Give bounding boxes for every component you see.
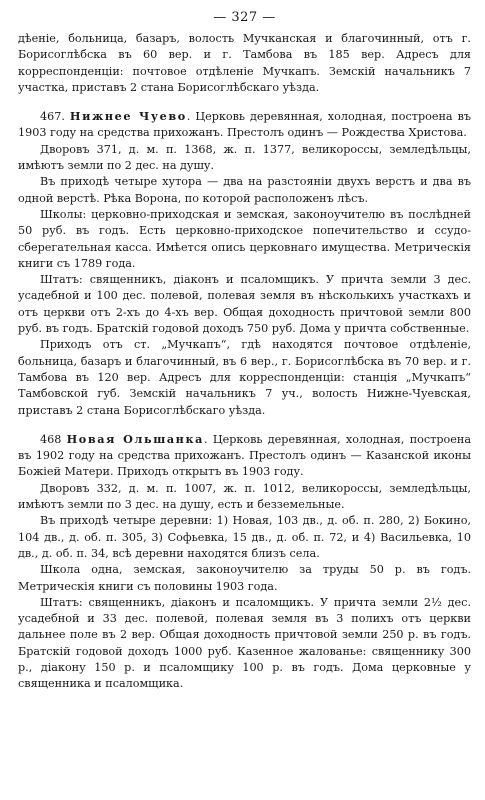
entry-468-heading-paragraph (18, 431, 471, 481)
entry-468-households: Дворовъ 332, д. м. п. 1007, ж. п. 1012, великороссы, земледѣльцы, имѣютъ земли по 3 дес. на душу, есть и безземельные. (18, 481, 471, 512)
entry-467-parish-location: Приходъ отъ ст. „Мучкапъ“, гдѣ находятся почтовое отдѣленіе, больница, базаръ и благочинный, въ 6 вер., г. Борисоглѣбска въ 70 вер. и г. Тамбова въ 120 вер. Адресъ для корреспонденціи: станція „Мучкапъ“ Тамбовской губ. Земскій начальникъ 7 уч., волость Нижне-Чуевская, приставъ 2 стана Борисоглѣбскаго уѣзда. (18, 338, 471, 417)
entry-468-name: Новая Ольшанка (66, 431, 204, 446)
entry-468-villages: Въ приходѣ четыре деревни: 1) Новая, 103 дв., д. об. п. 280, 2) Бокино, 104 дв., д. об. п. 305, 3) Софьевка, 15 дв., д. об. п. 72, и 4) Васильевка, 10 дв., д. об. п. 34, всѣ деревни находятся близъ села. (18, 514, 471, 560)
continued-paragraph: дѣеніе, больница, базаръ, волость Мучканская и благочинный, отъ г. Борисоглѣбска въ 60 вер. и г. Тамбова въ 185 вер. Адресъ для корреспонденціи: почтовое отдѣленіе Мучкапъ. Земскій начальникъ 7 участка, приставъ 2 стана Борисоглѣбскаго уѣзда. (18, 32, 471, 94)
entry-467-staff: Штатъ: священникъ, діаконъ и псаломщикъ. У причта земли 3 дес. усадебной и 100 дес. полевой, полевая земля въ нѣсколькихъ участкахъ и отъ церкви отъ 2-хъ до 4-хъ вер. Общая доходность причтовой земли 800 руб. въ годъ. Братскій годовой доходъ 750 руб. Дома у причта собственные. (18, 273, 471, 336)
entry-468-number: 468 (40, 432, 62, 446)
entry-467 (18, 108, 471, 419)
page-number: — 327 — (213, 10, 276, 25)
entry-468-intro: . Церковь деревянная, холодная, построена въ 1902 году на средства прихожанъ. Престолъ одинъ — Казанской иконы Божіей Матери. Приходъ открытъ въ 1903 году. (18, 432, 471, 479)
entry-468 (18, 431, 471, 693)
entry-468-staff: Штатъ: священникъ, діаконъ и псаломщикъ. У причта земли 2½ дес. усадебной и 33 дес. полевой, полевая земля въ 3 полихъ отъ церкви дальнее поле въ 2 вер. Общая доходность причтовой земли 250 р. въ годъ. Братскій годовой доходъ 1000 руб. Казенное жалованье: священнику 300 р., діакону 150 р. и псаломщику 100 р. въ годъ. Дома церковные у священника и псаломщика. (18, 595, 471, 691)
entry-467-farmsteads: Въ приходѣ четыре хутора — два на разстояніи двухъ верстъ и два въ одной верстѣ. Рѣка Ворона, по которой расположенъ лѣсъ. (18, 175, 471, 205)
entry-467-heading-paragraph (18, 108, 471, 142)
entry-467-households: Дворовъ 371, д. м. п. 1368, ж. п. 1377, великороссы, земледѣльцы, имѣютъ земли по 2 дес. на душу. (18, 142, 471, 173)
entry-467-number: 467. (40, 110, 65, 124)
entry-467-name: Нижнее Чуево (69, 109, 187, 124)
entry-468-school: Школа одна, земская, законоучителю за труды 50 р. въ годъ. Метрическія книги съ половины 1903 года. (18, 563, 471, 593)
entry-467-intro: . Церковь деревянная, холодная, построена въ 1903 году на средства прихожанъ. Престолъ одинъ — Рождества Христова. (18, 110, 472, 140)
entry-467-schools: Школы: церковно-приходская и земская, законоучителю въ послѣдней 50 руб. въ годъ. Есть церковно-приходское попечительство и ссудо-сберегательная касса. Имѣется опись церковнаго имущества. Метрическія книги съ 1789 года. (18, 207, 471, 270)
page-body (18, 31, 471, 693)
